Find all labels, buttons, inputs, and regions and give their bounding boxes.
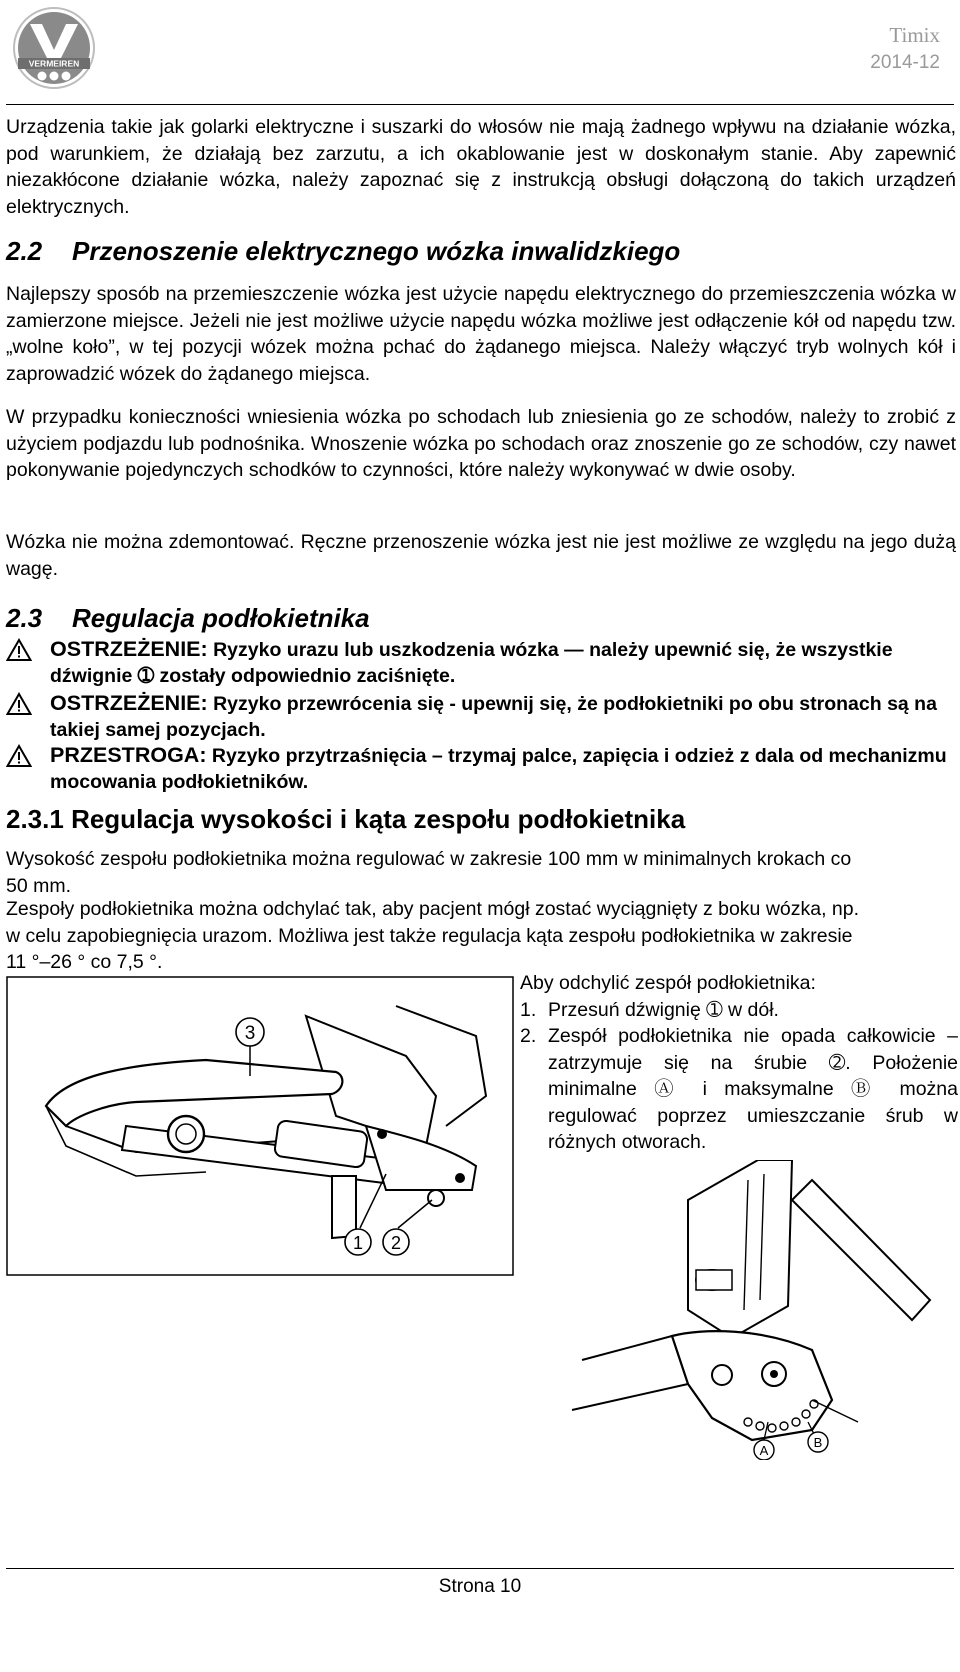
vermeiren-logo (12, 6, 96, 90)
caution-1 (6, 742, 956, 794)
section-2-2-paragraph-1: Najlepszy sposób na przemieszczenie wózka jest użycie napędu elektrycznego do przemieszczenia wózka w zamierzone miejsce. Jeżeli nie jest możliwe użycie napędu wózka możliwe jest odłączenie kół od napędu tzw. „wolne koło”, w tej pozycji wózek można pchać do żądanego miejsca. Należy włączyć tryb wolnych kół i zaprowadzić wózek do żądanego miejsca. (6, 283, 956, 385)
section-title: Przenoszenie elektrycznego wózka inwalidzkiego (72, 236, 681, 266)
warning-triangle-icon (6, 744, 32, 768)
section-number: 2.2 (6, 236, 43, 266)
warning-text: Ryzyko urazu lub uszkodzenia wózka — należy upewnić się, że wszystkie dźwignie ➀ zostały odpowiednio zaciśnięte. (50, 639, 893, 687)
steps-block (520, 970, 958, 1156)
callout-a: A (759, 1443, 769, 1458)
header-rule (6, 104, 954, 105)
intro-paragraph: Urządzenia takie jak golarki elektryczne i suszarki do włosów nie mają żadnego wpływu na działanie wózka, pod warunkiem, że działają bez zarzutu, a ich okablowanie jest w doskonałym stanie. Aby zapewnić niezakłócone działanie wózka, należy zapoznać się z instrukcją obsługi dołączoną do takich urządzeń elektrycznych. (6, 116, 956, 218)
section-2-3-1-paragraph-1: Wysokość zespołu podłokietnika można regulować w zakresie 100 mm w minimalnych krokach co 50 mm. (6, 848, 852, 897)
section-heading-2-3 (6, 603, 370, 634)
callout-b: B (813, 1435, 823, 1450)
svg-text:VERMEIREN: VERMEIREN (28, 58, 80, 69)
angle-adjustment-illustration (512, 1160, 956, 1460)
warning-keyword: OSTRZEŻENIE: (50, 637, 208, 661)
document-date: 2014-12 (870, 52, 940, 73)
section-number: 2.3 (6, 603, 43, 633)
warning-triangle-icon (6, 638, 32, 662)
list-item: 1. Przesuń dźwignię ➀ w dół. (520, 998, 779, 1021)
warning-1 (6, 636, 956, 688)
warning-keyword: PRZESTROGA: (50, 743, 207, 767)
callout-2: 2 (390, 1233, 402, 1253)
section-title: Regulacja podłokietnika (72, 603, 370, 633)
section-2-2-paragraph-2: W przypadku konieczności wniesienia wózka po schodach lub zniesienia go ze schodów, należy to zrobić z użyciem podjazdu lub podnośnika. Wnoszenie wózka po schodach oraz znoszenie go ze schodów, czy nawet pokonywanie pojedynczych schodków to czynności, które należy wykonywać w dwie osoby. (6, 406, 956, 481)
callout-1: 1 (352, 1233, 364, 1253)
warning-text: Ryzyko przytrzaśnięcia – trzymaj palce, zapięcia i odzież z dala od mechanizmu mocowania podłokietników. (50, 745, 947, 793)
armrest-assembly-illustration (6, 976, 514, 1276)
footer-rule (6, 1568, 954, 1569)
section-number: 2.3.1 (6, 804, 64, 834)
section-title: Regulacja wysokości i kąta zespołu podłokietnika (71, 804, 686, 834)
list-item: 2. Zespół podłokietnika nie opada całkowicie – zatrzymuje się na śrubie ➁. Położenie minimalne Ⓐ i maksymalne Ⓑ można regulować poprzez umieszczanie śrub w różnych otworach. (520, 1025, 958, 1153)
section-heading-2-2 (6, 236, 680, 267)
product-name: Timix (889, 23, 940, 47)
section-2-3-1-paragraph-2: Zespoły podłokietnika można odchylać tak, aby pacjent mógł zostać wyciągnięty z boku wózka, np. w celu zapobiegnięcia urazom. Możliwa jest także regulacja kąta zespołu podłokietnika w zakresie 11 °–26 ° co 7,5 °. (6, 898, 860, 973)
section-heading-2-3-1 (6, 804, 685, 835)
callout-3: 3 (244, 1023, 256, 1044)
page-number: Strona 10 (438, 1576, 522, 1597)
warning-text: Ryzyko przewrócenia się - upewnij się, że podłokietniki po obu stronach są na takiej samej pozycjach. (50, 693, 937, 741)
header-meta (870, 22, 940, 76)
steps-intro: Aby odchylić zespół podłokietnika: (520, 972, 816, 994)
steps-list (520, 997, 958, 1156)
warning-triangle-icon (6, 692, 32, 716)
section-2-2-paragraph-3: Wózka nie można zdemontować. Ręczne przenoszenie wózka jest nie jest możliwe ze względu na jego dużą wagę. (6, 531, 956, 580)
warning-2 (6, 690, 956, 742)
warning-keyword: OSTRZEŻENIE: (50, 691, 208, 715)
